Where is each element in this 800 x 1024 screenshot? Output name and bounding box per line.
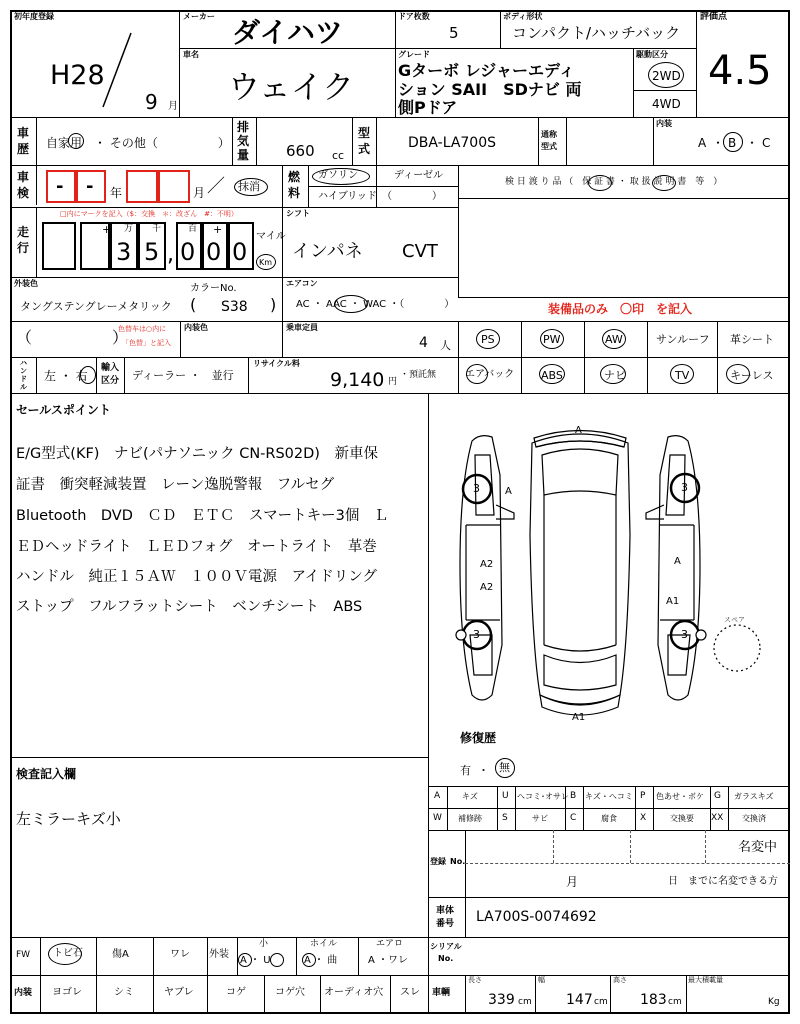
recycle-label: リサイクル料: [253, 359, 300, 368]
first-reg-label: 初年度登録: [14, 12, 54, 21]
name-change-status: 名変中: [738, 840, 778, 855]
shift-label: シフト: [286, 209, 310, 218]
first-reg-era-year: H28: [50, 60, 105, 91]
damage-mark-right-a1: A1: [666, 596, 680, 607]
car-name-value: ウェイク: [228, 68, 355, 106]
aircon-label: エアコン: [286, 279, 318, 288]
mileage-digit-3: 0: [180, 238, 196, 266]
damage-mark-front-left: A: [505, 486, 512, 497]
mileage-digit-4: 0: [206, 238, 222, 266]
documents-warranty-circle: [588, 175, 612, 191]
repair-label: 修復歴: [460, 731, 497, 745]
equipment-pw: PW: [543, 333, 561, 346]
documents-text: 検 日 渡 り 品 （ 保 証 書 ・ 取 扱 説 明 書 等 ）: [505, 177, 723, 187]
grade-line-3: 側Pドア: [398, 98, 458, 117]
mileage-note: □内にマークを記入（$：交換 ＊：改ざん #：不明）: [60, 210, 238, 218]
rating-label: 評価点: [700, 12, 728, 22]
interior-label: 内装: [656, 119, 672, 128]
equipment-leather-seat: 革シート: [730, 333, 774, 346]
capacity-label: 乗車定員: [286, 323, 318, 332]
rating-value: 4.5: [708, 48, 772, 94]
equipment-abs: ABS: [541, 369, 563, 382]
grade-line-2: ション SAII SDナビ 両: [398, 80, 582, 99]
import-value: ディーラー ・ 並行: [132, 369, 234, 382]
doors-value: 5: [449, 24, 459, 42]
tire-front-left: 3: [473, 482, 480, 495]
gaisou-a-circle: [238, 953, 252, 967]
tire-rear-left: 3: [473, 628, 480, 641]
first-reg-month: 9: [145, 90, 158, 114]
equipment-tv: TV: [675, 369, 690, 382]
tire-rear-right: 3: [681, 628, 688, 641]
recycle-value: 9,140: [330, 369, 385, 391]
mileage-digit-1: 3: [116, 238, 132, 266]
sales-point-line: ＥＤヘッドライト ＬＥＤフォグ オートライト 革巻: [16, 539, 377, 555]
color-change-paren: （ ）: [16, 328, 129, 347]
repair-no: 無: [499, 761, 510, 774]
interior-color-label: 内装色: [184, 323, 208, 332]
body-type-label: ボディ形状: [503, 12, 543, 21]
damage-mark-roof: A: [575, 425, 582, 436]
fuel-gasoline: ガソリン: [318, 170, 358, 181]
wheel-a-circle: [302, 953, 316, 967]
exterior-color-value: タングステングレーメタリック: [20, 300, 172, 313]
mileage-digit-5: 0: [232, 238, 248, 266]
equipment-header: 装備品のみ 〇印 を記入: [548, 302, 693, 316]
grade-label: グレード: [398, 50, 430, 59]
gaisou-u-circle: [270, 953, 284, 967]
history-value: 自家用 ・ その他（ ）: [46, 136, 230, 150]
capacity-value: 4: [419, 335, 428, 351]
handle-value: 左 ・ 右: [44, 369, 88, 383]
damage-mark-left-a2: A2: [480, 582, 494, 593]
aircon-aac-circle: [334, 295, 368, 313]
sales-point-line: E/G型式(KF) ナビ(パナソニック CN-RS02D) 新車保: [16, 446, 378, 462]
displacement-value: 660: [286, 142, 315, 160]
damage-mark-left-a2: A2: [480, 559, 494, 570]
drive-label: 駆動区分: [636, 50, 668, 59]
vehicle-height: 183: [640, 992, 667, 1008]
vehicle-width: 147: [566, 992, 593, 1008]
maker-value: ダイハツ: [232, 16, 343, 49]
documents-manual-circle: [652, 175, 676, 191]
slash-mark: [98, 30, 138, 110]
fuel-diesel: ディーゼル: [394, 170, 443, 181]
sales-points-label: セールスポイント: [16, 403, 111, 417]
mileage-digit-2: 5: [144, 238, 160, 266]
model-value: DBA-LA700S: [408, 135, 497, 151]
drive-2wd: 2WD: [652, 69, 681, 83]
sales-point-line: Bluetooth DVD ＣＤ ＥＴＣ スマートキー3個 Ｌ: [16, 508, 389, 524]
shift-value: インパネ: [292, 241, 363, 262]
vehicle-length: 339: [488, 992, 515, 1008]
maker-label: メーカー: [183, 12, 215, 21]
chassis-number: LA700S-0074692: [476, 909, 597, 925]
exterior-color-code: S38: [221, 299, 248, 315]
equipment-ps: PS: [481, 333, 495, 346]
damage-mark-right-a: A: [674, 556, 681, 567]
sales-point-line: ストップ フルフラットシート ベンチシート ABS: [16, 599, 363, 615]
grade-line-1: Gターボ レジャーエディ: [398, 61, 575, 80]
auction-sheet: 初年度登録 H28 9 月 メーカー ダイハツ 車名 ウェイク ドア枚数 5 ボディ形状 コンパクト/ハッチバック グレード Gターボ レジャーエディ ション SAII SDナビ 両 側Pドア 駆動区分 2WD 4WD 評価点 4.5 車 歴 自家用 ・ その他（ ） 排 気 量 660 cc 型 式 DBA-LA700S 通称 型式 内装 A ・ B ・ C 車 検 - - 年 月 ／ 抹消 燃 料 ガソリン ディーゼル ハイブリッド （ ） 検 日 渡 り 品 （ 保 証 書 ・ 取 扱 説 明 書 等 ） 走 行 □内にマークを記入（$：交換 ＊：改ざん #：不明） + 万 千 百 + 3 5 , 0 0 0 マイル Km シフト インパネ CVT 外装色 タングステングレーメタリック カラーNo. ( S38 ) エアコン AC ・ AAC ・ WAC ・（ ） 装備品のみ 〇印 を記入 （ ） 色替车は○内に 「色替」と記入 内装色 乗車定員 4 人 PS PW AW サンルーフ 革シート ハ ン ド ル 左 ・ 右 輸入 区分 ディーラー ・ 並行 リサイクル料 9,140 円 ・預託無 エアバック ABS ナビ TV キーレス セールスポイント E/G型式(KF) ナビ(パナソニック CN-RS02D) 新車保 証書 衝突軽減装置 レーン逸脱警報 フルセグ Bluetooth DVD ＣＤ ＥＴＣ スマートキー3個 Ｌ ＥＤヘッドライト ＬＥＤフォグ オートライト 革巻 ハンドル 純正１５ＡＷ １００Ｖ電源 アイドリング ストップ フルフラットシート ベンチシート ABS 検査記入欄 左ミラーキズ小 A A A2 A2 A A1 A1 3 3 3 3 スペア 修復歴 有 ・ 無 A キズ U ヘコミ･オサレ B キズ・ヘコミ P 色あせ・ボケ G ガラスキズ W 補修跡 S サビ C 腐食 X 交換要 XX 交換済 登録 No. 名変中 月 日 までに名変できる方 車体 番号 LA700S-0074692 FW トビ石 傷A ワレ 外装 小 A ・ U ホイル A ・ 曲 エアロ A ・ワレ シリアル No. 内装 ヨゴレ シミ ヤブレ コゲ コゲ穴 オーディオ穴 スレ 車輌 長さ 幅 高さ 最大積載量 339 cm 147 cm 183 cm Kg: [0, 0, 800, 1024]
equipment-navi: ナビ: [604, 369, 626, 382]
aircon-value: AC ・ AAC ・ WAC ・（ ）: [296, 299, 455, 310]
drive-4wd: 4WD: [652, 97, 681, 111]
tire-front-right: 3: [681, 481, 688, 494]
damage-mark-rear: A1: [572, 712, 586, 723]
equipment-airbag: エアバック: [465, 369, 515, 380]
history-private-circle: [68, 133, 84, 149]
inspector-note: 左ミラーキズ小: [16, 810, 121, 828]
fuel-hybrid: ハイブリッド: [318, 191, 377, 202]
exterior-color-label: 外装色: [14, 279, 38, 288]
handle-right-circle: [80, 366, 96, 384]
inspection-expired: 抹消: [238, 180, 260, 193]
name-change-deadline: 日 までに名変できる方: [668, 876, 778, 887]
doors-label: ドア枚数: [398, 12, 430, 21]
inspection-box-4: [158, 170, 190, 203]
sales-point-line: ハンドル 純正１５ＡＷ １００Ｖ電源 アイドリング: [16, 569, 377, 585]
spare-label: スペア: [724, 616, 745, 624]
equipment-sunroof: サンルーフ: [656, 333, 710, 346]
shift-type: CVT: [402, 241, 438, 262]
body-type-value: コンパクト/ハッチバック: [512, 24, 681, 42]
car-name-label: 車名: [183, 50, 199, 59]
equipment-keyless: キーレス: [730, 369, 774, 382]
sales-point-line: 証書 衝突軽減装置 レーン逸脱警報 フルセグ: [16, 477, 335, 493]
mileage-marker-box: [42, 222, 76, 270]
mileage-km: Km: [259, 258, 273, 267]
inspection-box-3: [126, 170, 158, 203]
equipment-aw: AW: [605, 333, 623, 346]
inspector-label: 検査記入欄: [16, 767, 77, 781]
